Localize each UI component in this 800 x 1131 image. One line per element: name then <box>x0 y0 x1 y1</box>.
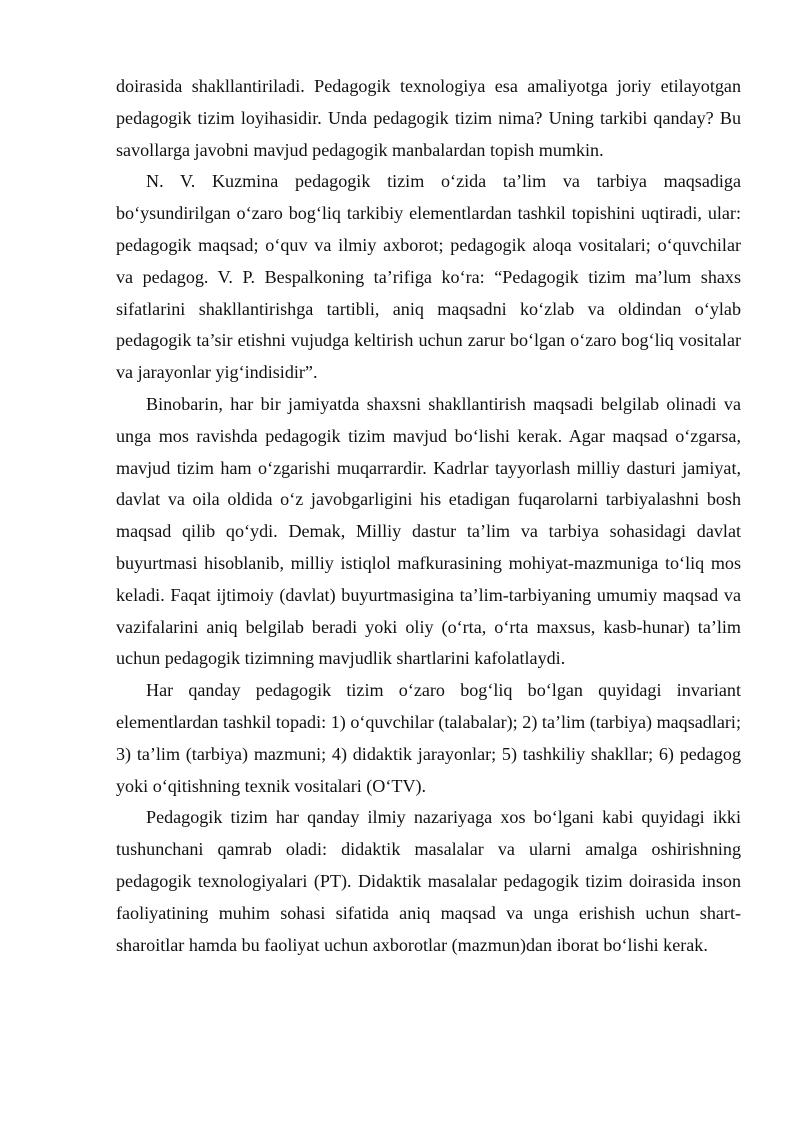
paragraph-invariant-elements: Har qanday pedagogik tizim o‘zaro bog‘liq bo‘lgan quyidagi invariant elementlardan tashkil topadi: 1) o‘quvchilar (talabalar); 2) ta’lim (tarbiya) maqsadlari; 3) ta’lim (tarbiya) mazmuni; 4) didaktik jarayonlar; 5) tashkiliy shakllar; 6) pedagog yoki o‘qitishning texnik vositalari (O‘TV). <box>116 680 741 796</box>
paragraph-didactic-tasks: Pedagogik tizim har qanday ilmiy nazariyaga xos bo‘lgani kabi quyidagi ikki tushunchani qamrab oladi: didaktik masalalar va ularni amalga oshirishning pedagogik texnologiyalari (PT). Didaktik masalalar pedagogik tizim doirasida inson faoliyatining muhim sohasi sifatida aniq maqsad va unga erishish uchun shart-sharoitlar hamda bu faoliyat uchun axborotlar (mazmun)dan iborat bo‘lishi kerak. <box>116 807 741 955</box>
body-text <box>116 71 741 961</box>
paragraph-continuation: doirasida shakllantiriladi. Pedagogik texnologiya esa amaliyotga joriy etilayotgan pedagogik tizim loyihasidir. Unda pedagogik tizim nima? Uning tarkibi qanday? Bu savollarga javobni mavjud pedagogik manbalardan topish mumkin. <box>116 76 741 160</box>
paragraph-kuzmina-definition: N. V. Kuzmina pedagogik tizim o‘zida ta’lim va tarbiya maqsadiga bo‘ysundirilgan o‘zaro bog‘liq tarkibiy elementlardan tashkil topishini uqtiradi, ular: pedagogik maqsad; o‘quv va ilmiy axborot; pedagogik aloqa vositalari; o‘quvchilar va pedagog. V. P. Bespalkoning ta’rifiga ko‘ra: “Pedagogik tizim ma’lum shaxs sifatlarini shakllantirishga tartibli, aniq maqsadni ko‘zlab va oldindan o‘ylab pedagogik ta’sir etishni vujudga keltirish uchun zarur bo‘lgan o‘zaro bog‘liq vositalar va jarayonlar yig‘indisidir”. <box>116 171 741 383</box>
paragraph-binobarin: Binobarin, har bir jamiyatda shaxsni shakllantirish maqsadi belgilab olinadi va unga mos ravishda pedagogik tizim mavjud bo‘lishi kerak. Agar maqsad o‘zgarsa, mavjud tizim ham o‘zgarishi muqarrardir. Kadrlar tayyorlash milliy dasturi jamiyat, davlat va oila oldida o‘z javobgarligini his etadigan fuqarolarni tarbiyalashni bosh maqsad qilib qo‘ydi. Demak, Milliy dastur ta’lim va tarbiya sohasidagi davlat buyurtmasi hisoblanib, milliy istiqlol mafkurasining mohiyat-mazmuniga to‘liq mos keladi. Faqat ijtimoiy (davlat) buyurtmasigina ta’lim-tarbiyaning umumiy maqsad va vazifalarini aniq belgilab beradi yoki oliy (o‘rta, o‘rta maxsus, kasb-hunar) ta’lim uchun pedagogik tizimning mavjudlik shartlarini kafolatlaydi. <box>116 393 741 669</box>
